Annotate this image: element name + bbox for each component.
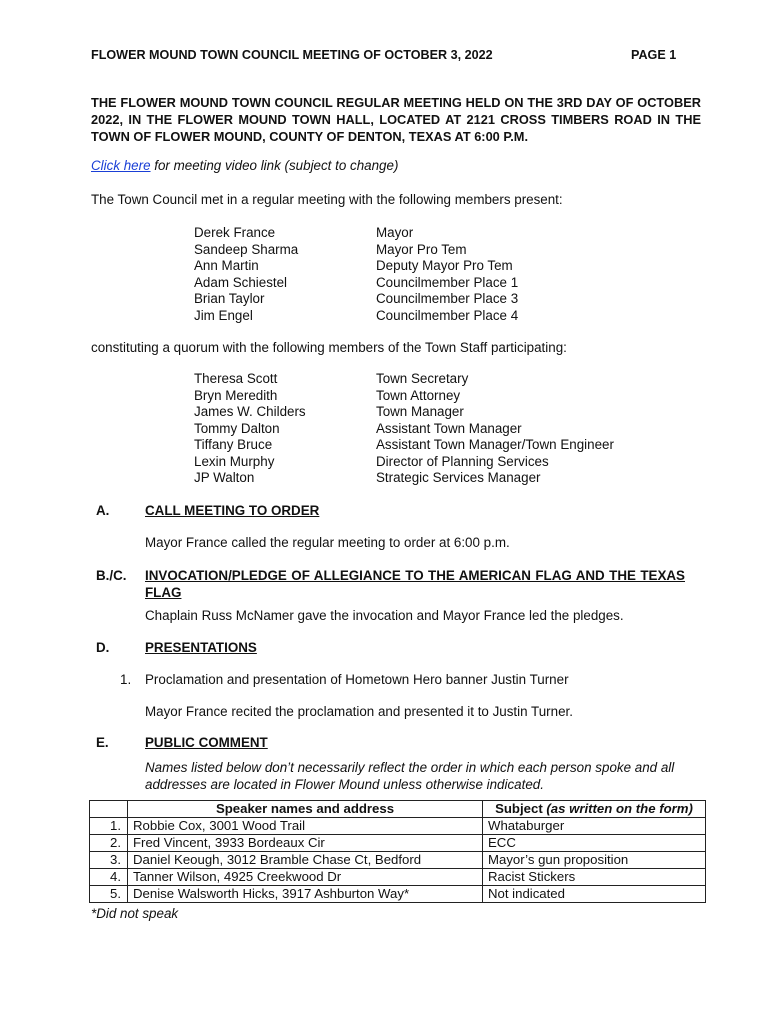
table-row bbox=[90, 835, 706, 852]
table-header-name: Speaker names and address bbox=[128, 801, 483, 818]
row-number: 4. bbox=[90, 869, 128, 886]
row-number: 2. bbox=[90, 835, 128, 852]
table-row bbox=[90, 852, 706, 869]
member-role: Councilmember Place 4 bbox=[376, 307, 519, 323]
member-name: Derek France bbox=[194, 225, 276, 240]
section-e-title: PUBLIC COMMENT bbox=[145, 735, 268, 750]
speaker-subject: ECC bbox=[483, 835, 706, 852]
speaker-subject: Whataburger bbox=[483, 818, 706, 835]
members-intro: The Town Council met in a regular meeting with the following members present: bbox=[91, 192, 563, 207]
speaker-name: Daniel Keough, 3012 Bramble Chase Ct, Bedford bbox=[128, 852, 483, 869]
member-role: Mayor Pro Tem bbox=[376, 241, 467, 257]
member-role: Deputy Mayor Pro Tem bbox=[376, 258, 513, 273]
section-bc-letter: B./C. bbox=[96, 568, 127, 583]
member-name: Brian Taylor bbox=[194, 291, 265, 306]
meeting-title: THE FLOWER MOUND TOWN COUNCIL REGULAR MEETING HELD ON THE 3RD DAY OF OCTOBER 2022, IN THE FLOWER MOUND TOWN HALL, LOCATED AT 2121 CROSS TIMBERS ROAD IN THE TOWN OF FLOWER MOUND, COUNTY OF DENTON, TEXAS AT 6:00 P.M. bbox=[91, 95, 701, 144]
staff-name: Tiffany Bruce bbox=[194, 437, 273, 452]
section-a-body: Mayor France called the regular meeting to order at 6:00 p.m. bbox=[145, 535, 510, 550]
video-link-line bbox=[91, 158, 398, 173]
member-name: Ann Martin bbox=[194, 258, 259, 273]
presentation-item-number: 1. bbox=[120, 672, 132, 687]
staff-role: Town Attorney bbox=[376, 387, 461, 403]
member-role: Councilmember Place 3 bbox=[376, 291, 519, 306]
subject-header-label: Subject bbox=[495, 801, 547, 816]
staff-name: James W. Childers bbox=[194, 404, 306, 419]
table-row bbox=[90, 818, 706, 835]
speaker-name: Denise Walsworth Hicks, 3917 Ashburton Way* bbox=[128, 886, 483, 903]
speaker-name: Fred Vincent, 3933 Bordeaux Cir bbox=[128, 835, 483, 852]
staff-role: Strategic Services Manager bbox=[376, 470, 541, 485]
staff-role: Town Secretary bbox=[376, 371, 469, 386]
staff-roles bbox=[376, 371, 614, 487]
staff-name: JP Walton bbox=[194, 470, 255, 485]
subject-header-note: (as written on the form) bbox=[546, 801, 693, 816]
staff-intro: constituting a quorum with the following members of the Town Staff participating: bbox=[91, 340, 567, 355]
table-header-subject bbox=[483, 801, 706, 818]
section-e-letter: E. bbox=[96, 735, 109, 750]
speaker-name: Tanner Wilson, 4925 Creekwood Dr bbox=[128, 869, 483, 886]
members-names bbox=[194, 225, 298, 324]
staff-name: Tommy Dalton bbox=[194, 420, 280, 436]
staff-role: Assistant Town Manager/Town Engineer bbox=[376, 437, 614, 452]
speakers-table bbox=[89, 800, 706, 903]
speaker-name: Robbie Cox, 3001 Wood Trail bbox=[128, 818, 483, 835]
section-d-title: PRESENTATIONS bbox=[145, 640, 257, 655]
member-name: Adam Schiestel bbox=[194, 274, 288, 290]
staff-names bbox=[194, 371, 306, 487]
table-footnote: *Did not speak bbox=[91, 906, 179, 921]
row-number: 1. bbox=[90, 818, 128, 835]
staff-role: Director of Planning Services bbox=[376, 453, 549, 469]
section-a-title: CALL MEETING TO ORDER bbox=[145, 503, 320, 518]
table-row bbox=[90, 869, 706, 886]
table-row bbox=[90, 886, 706, 903]
staff-name: Bryn Meredith bbox=[194, 387, 278, 403]
page-number: PAGE 1 bbox=[631, 48, 677, 62]
public-comment-note: Names listed below don’t necessarily reflect the order in which each person spoke and all addresses are located in Flower Mound unless otherwise indicated. bbox=[145, 760, 675, 792]
speaker-subject: Racist Stickers bbox=[483, 869, 706, 886]
staff-role: Town Manager bbox=[376, 404, 464, 419]
section-d-letter: D. bbox=[96, 640, 110, 655]
staff-name: Lexin Murphy bbox=[194, 453, 275, 469]
table-header-row bbox=[90, 801, 706, 818]
member-role: Mayor bbox=[376, 225, 414, 240]
speaker-subject: Not indicated bbox=[483, 886, 706, 903]
section-a-letter: A. bbox=[96, 503, 110, 518]
staff-name: Theresa Scott bbox=[194, 371, 278, 386]
member-name: Jim Engel bbox=[194, 307, 253, 323]
presentation-item-body: Mayor France recited the proclamation and presented it to Justin Turner. bbox=[145, 704, 573, 719]
row-number: 5. bbox=[90, 886, 128, 903]
section-bc-title: INVOCATION/PLEDGE OF ALLEGIANCE TO THE AMERICAN FLAG AND THE TEXAS FLAG bbox=[145, 568, 685, 600]
presentation-item-text: Proclamation and presentation of Hometown Hero banner Justin Turner bbox=[145, 672, 569, 687]
section-bc-body: Chaplain Russ McNamer gave the invocation and Mayor France led the pledges. bbox=[145, 608, 624, 623]
row-number: 3. bbox=[90, 852, 128, 869]
table-header-number bbox=[90, 801, 128, 818]
member-name: Sandeep Sharma bbox=[194, 241, 299, 257]
member-role: Councilmember Place 1 bbox=[376, 274, 519, 290]
members-roles bbox=[376, 225, 518, 324]
staff-role: Assistant Town Manager bbox=[376, 420, 522, 436]
page-header-title: FLOWER MOUND TOWN COUNCIL MEETING OF OCTOBER 3, 2022 bbox=[91, 48, 493, 62]
video-link[interactable]: Click here bbox=[91, 158, 151, 173]
speaker-subject: Mayor’s gun proposition bbox=[483, 852, 706, 869]
video-link-note: for meeting video link (subject to change) bbox=[150, 158, 399, 173]
